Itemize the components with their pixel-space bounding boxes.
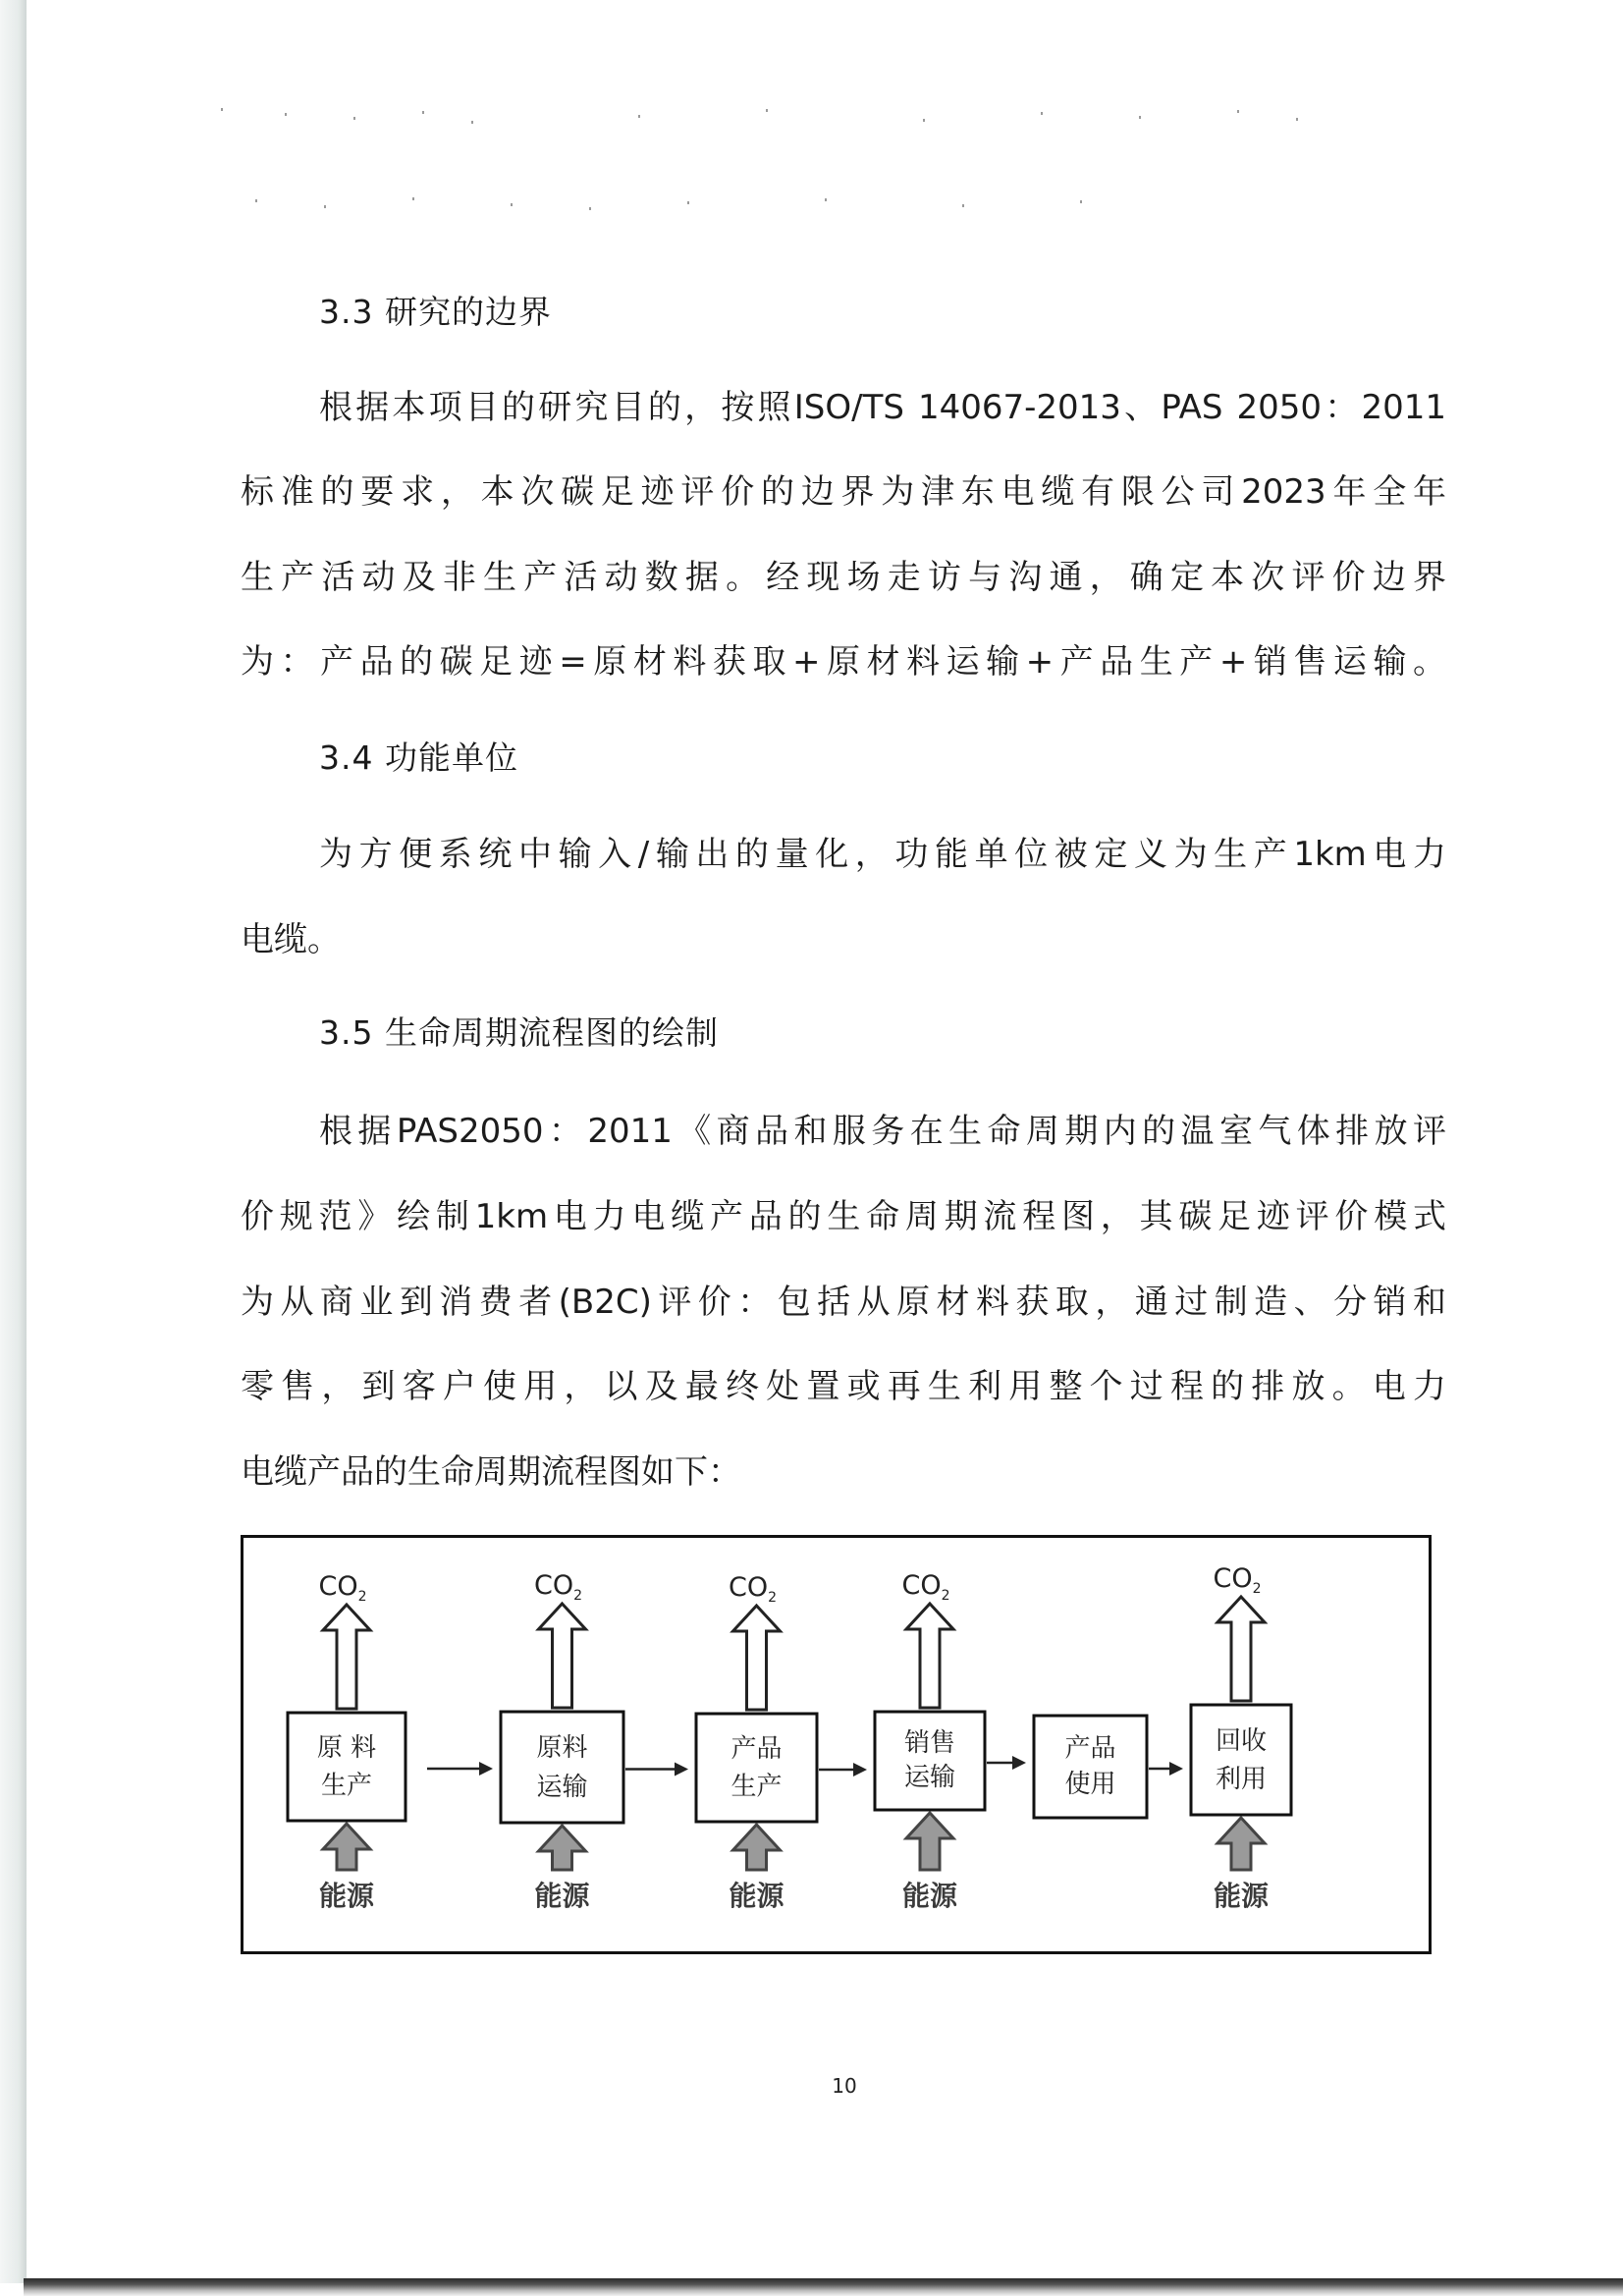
co2-subscript: 2 bbox=[1252, 1581, 1262, 1597]
flow-arrow-head-icon bbox=[1012, 1756, 1026, 1770]
energy-label: 能源 bbox=[318, 1880, 375, 1912]
energy-label: 能源 bbox=[729, 1880, 784, 1912]
stage-box bbox=[1034, 1716, 1147, 1818]
paragraph-line: 为从商业到消费者(B2C)评价：包括从原材料获取，通过制造、分销和 bbox=[241, 1283, 1446, 1322]
stage-label: 运输 bbox=[903, 1763, 956, 1792]
stage-label: 使用 bbox=[1064, 1770, 1116, 1799]
energy-label: 能源 bbox=[534, 1880, 590, 1912]
energy-label: 能源 bbox=[901, 1880, 958, 1912]
stage-box bbox=[1191, 1705, 1291, 1815]
energy-input-arrow-icon bbox=[323, 1824, 370, 1870]
stage-label: 回收 bbox=[1215, 1725, 1268, 1756]
section-heading: 3.5 生命周期流程图的绘制 bbox=[319, 1013, 719, 1052]
stage-label: 产品 bbox=[1064, 1733, 1116, 1764]
paragraph-line: 价规范》绘制1km电力电缆产品的生命周期流程图，其碳足迹评价模式 bbox=[241, 1197, 1446, 1236]
stage-label: 利用 bbox=[1215, 1765, 1268, 1794]
stage-label: 原 料 bbox=[316, 1733, 377, 1763]
section-heading: 3.4 功能单位 bbox=[319, 738, 518, 777]
co2-subscript: 2 bbox=[768, 1590, 778, 1606]
page-number: 10 bbox=[832, 2074, 857, 2098]
co2-label: $CO_2$ bbox=[533, 1570, 583, 1604]
co2-emission-arrow-icon bbox=[906, 1604, 953, 1708]
paragraph-line: 生产活动及非生产活动数据。经现场走访与沟通，确定本次评价边界 bbox=[241, 558, 1446, 597]
paragraph-line: 标准的要求，本次碳足迹评价的边界为津东电缆有限公司2023年全年 bbox=[241, 472, 1446, 512]
scan-noise bbox=[216, 191, 1443, 231]
stage-box bbox=[696, 1714, 817, 1822]
energy-input-arrow-icon bbox=[1217, 1818, 1265, 1870]
co2-emission-arrow-icon bbox=[539, 1604, 586, 1708]
stage-label: 销售 bbox=[903, 1728, 956, 1758]
scan-shadow-bottom bbox=[24, 2278, 1623, 2296]
paragraph-line: 电缆产品的生命周期流程图如下： bbox=[241, 1452, 741, 1492]
lifecycle-flow-svg bbox=[243, 1538, 1429, 1951]
flow-arrow-head-icon bbox=[479, 1762, 493, 1776]
flow-arrow-head-icon bbox=[1169, 1762, 1183, 1776]
co2-label: $CO_2$ bbox=[1213, 1563, 1262, 1597]
stage-label: 生产 bbox=[730, 1772, 783, 1802]
stage-label: 生产 bbox=[320, 1771, 373, 1801]
flow-arrow-head-icon bbox=[853, 1763, 867, 1777]
scan-noise bbox=[216, 103, 1443, 142]
co2-label: $CO_2$ bbox=[901, 1570, 950, 1604]
co2-emission-arrow-icon bbox=[733, 1606, 781, 1710]
paragraph-line: 根据本项目的研究目的，按照ISO/TS 14067-2013、PAS 2050：2011 bbox=[319, 388, 1446, 427]
scan-shadow-left bbox=[0, 0, 27, 2283]
paragraph-line: 根据PAS2050：2011《商品和服务在生命周期内的温室气体排放评 bbox=[319, 1112, 1446, 1151]
paragraph-line: 电缆。 bbox=[241, 920, 341, 959]
paragraph-line: 为：产品的碳足迹=原材料获取+原材料运输+产品生产+销售运输。 bbox=[241, 642, 1446, 682]
stage-box bbox=[501, 1712, 623, 1823]
co2-emission-arrow-icon bbox=[1217, 1597, 1265, 1701]
stage-box bbox=[288, 1713, 406, 1821]
co2-label: $CO_2$ bbox=[318, 1571, 367, 1605]
co2-label: $CO_2$ bbox=[728, 1572, 778, 1606]
co2-subscript: 2 bbox=[357, 1589, 367, 1605]
paragraph-line: 为方便系统中输入/输出的量化，功能单位被定义为生产1km电力 bbox=[319, 835, 1446, 874]
stage-label: 原料 bbox=[536, 1733, 588, 1764]
stage-box bbox=[875, 1712, 985, 1810]
paragraph-line: 零售，到客户使用，以及最终处置或再生利用整个过程的排放。电力 bbox=[241, 1367, 1446, 1406]
stage-label: 运输 bbox=[536, 1772, 588, 1802]
energy-input-arrow-icon bbox=[906, 1813, 953, 1870]
co2-subscript: 2 bbox=[573, 1588, 583, 1604]
co2-subscript: 2 bbox=[941, 1588, 950, 1604]
energy-input-arrow-icon bbox=[733, 1825, 781, 1870]
flow-arrow-head-icon bbox=[675, 1763, 688, 1777]
section-heading: 3.3 研究的边界 bbox=[319, 293, 552, 331]
stage-label: 产品 bbox=[730, 1734, 783, 1764]
co2-emission-arrow-icon bbox=[323, 1605, 370, 1709]
lifecycle-flow-diagram bbox=[241, 1535, 1432, 1954]
energy-label: 能源 bbox=[1213, 1880, 1270, 1912]
energy-input-arrow-icon bbox=[539, 1826, 586, 1870]
